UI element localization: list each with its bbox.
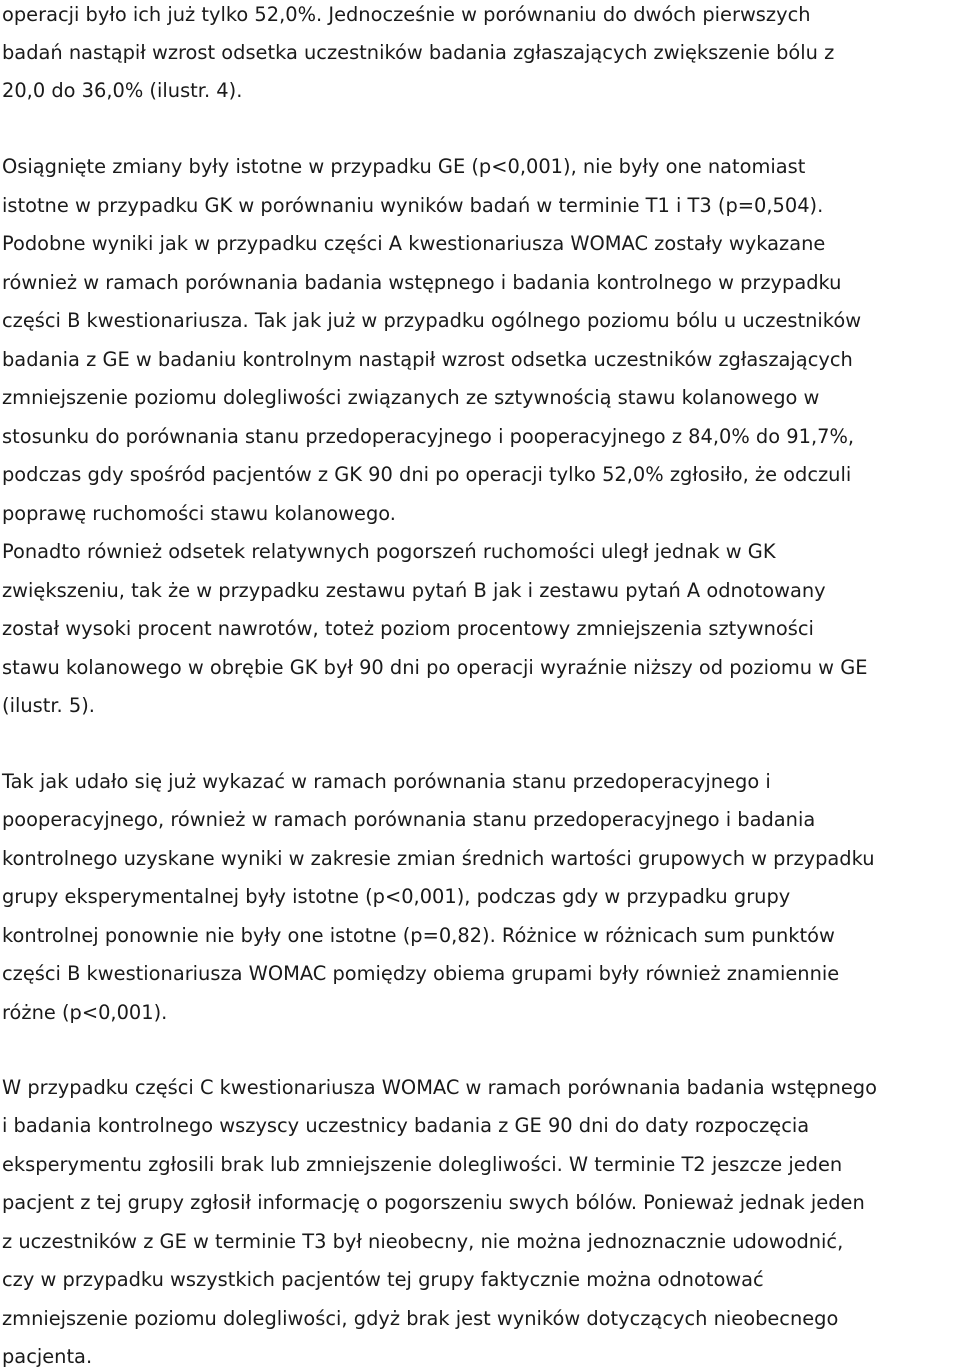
text-line: stawu kolanowego w obrębie GK był 90 dni po operacji wyraźnie niższy od poziomu w GE <box>2 656 868 679</box>
text-line: W przypadku części C kwestionariusza WOMAC w ramach porównania badania wstępnego <box>2 1076 877 1099</box>
text-line: badań nastąpił wzrost odsetka uczestników badania zgłaszających zwiększenie bólu z <box>2 41 835 64</box>
text-line: pooperacyjnego, również w ramach porównania stanu przedoperacyjnego i badania <box>2 808 816 831</box>
text-line: czy w przypadku wszystkich pacjentów tej grupy faktycznie można odnotować <box>2 1268 764 1291</box>
text-line: również w ramach porównania badania wstępnego i badania kontrolnego w przypadku <box>2 271 842 294</box>
text-line: Podobne wyniki jak w przypadku części A kwestionariusza WOMAC zostały wykazane <box>2 232 826 255</box>
text-line: istotne w przypadku GK w porównaniu wyników badań w terminie T1 i T3 (p=0,504). <box>2 194 824 217</box>
text-line: zmniejszenie poziomu dolegliwości, gdyż brak jest wyników dotyczących nieobecnego <box>2 1307 839 1330</box>
text-line: Tak jak udało się już wykazać w ramach porównania stanu przedoperacyjnego i <box>2 770 771 793</box>
text-line: i badania kontrolnego wszyscy uczestnicy badania z GE 90 dni do daty rozpoczęcia <box>2 1114 810 1137</box>
text-line: grupy eksperymentalnej były istotne (p<0,001), podczas gdy w przypadku grupy <box>2 885 791 908</box>
text-line: części B kwestionariusza. Tak jak już w przypadku ogólnego poziomu bólu u uczestników <box>2 309 862 332</box>
text-line: podczas gdy spośród pacjentów z GK 90 dni po operacji tylko 52,0% zgłosiło, że odczuli <box>2 463 852 486</box>
text-line: eksperymentu zgłosili brak lub zmniejszenie dolegliwości. W terminie T2 jeszcze jeden <box>2 1153 843 1176</box>
text-line: badania z GE w badaniu kontrolnym nastąpił wzrost odsetka uczestników zgłaszających <box>2 348 853 371</box>
text-line: różne (p<0,001). <box>2 1001 168 1024</box>
text-line: został wysoki procent nawrotów, toteż poziom procentowy zmniejszenia sztywności <box>2 617 814 640</box>
text-line: zwiększeniu, tak że w przypadku zestawu pytań B jak i zestawu pytań A odnotowany <box>2 579 826 602</box>
text-line: pacjent z tej grupy zgłosił informację o pogorszeniu swych bólów. Ponieważ jednak jeden <box>2 1191 865 1214</box>
text-line: stosunku do porównania stanu przedoperacyjnego i pooperacyjnego z 84,0% do 91,7%, <box>2 425 855 448</box>
text-line: kontrolnego uzyskane wyniki w zakresie zmian średnich wartości grupowych w przypadku <box>2 847 875 870</box>
text-line: operacji było ich już tylko 52,0%. Jednocześnie w porównaniu do dwóch pierwszych <box>2 3 811 26</box>
text-line: części B kwestionariusza WOMAC pomiędzy obiema grupami były również znamiennie <box>2 962 840 985</box>
text-line: poprawę ruchomości stawu kolanowego. <box>2 502 396 525</box>
text-line: 20,0 do 36,0% (ilustr. 4). <box>2 79 243 102</box>
text-line: Osiągnięte zmiany były istotne w przypadku GE (p<0,001), nie były one natomiast <box>2 155 806 178</box>
text-line: (ilustr. 5). <box>2 694 95 717</box>
text-line: z uczestników z GE w terminie T3 był nieobecny, nie można jednoznacznie udowodnić, <box>2 1230 844 1253</box>
text-line: kontrolnej ponownie nie były one istotne (p=0,82). Różnice w różnicach sum punktów <box>2 924 835 947</box>
text-line: Ponadto również odsetek relatywnych pogorszeń ruchomości uległ jednak w GK <box>2 540 776 563</box>
text-line: pacjenta. <box>2 1345 93 1368</box>
text-line: zmniejszenie poziomu dolegliwości związanych ze sztywnością stawu kolanowego w <box>2 386 820 409</box>
